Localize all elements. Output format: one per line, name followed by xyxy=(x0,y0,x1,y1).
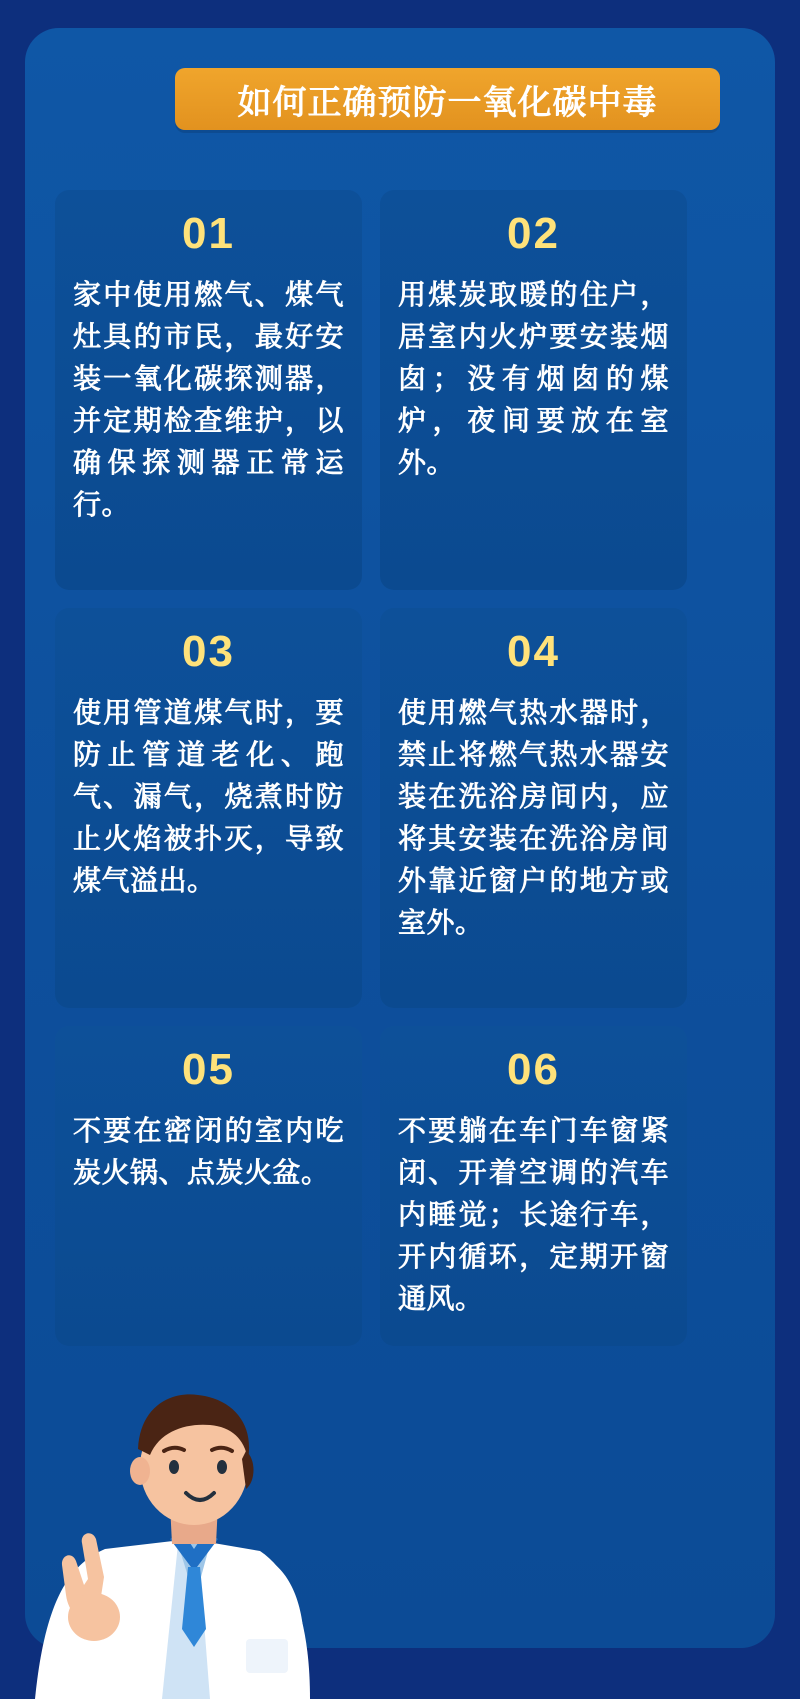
tip-card-02 xyxy=(380,190,687,590)
tip-text-03: 使用管道煤气时，要防止管道老化、跑气、漏气，烧煮时防止火焰被扑灭，导致煤气溢出。 xyxy=(73,697,344,896)
tip-text-06: 不要躺在车门车窗紧闭、开着空调的汽车内睡觉；长途行车，开内循环，定期开窗通风。 xyxy=(398,1115,669,1314)
tip-number-05: 05 xyxy=(182,1045,235,1094)
tips-grid xyxy=(55,190,745,1364)
tip-card-01 xyxy=(55,190,362,590)
title-banner xyxy=(175,68,720,130)
tips-row-2 xyxy=(55,608,745,1008)
tips-row-3 xyxy=(55,1026,745,1346)
tip-number-06: 06 xyxy=(507,1045,560,1094)
tips-row-1 xyxy=(55,190,745,590)
tip-number-04: 04 xyxy=(507,627,560,676)
tip-number-02: 02 xyxy=(507,209,560,258)
tip-card-05 xyxy=(55,1026,362,1346)
page-title: 如何正确预防一氧化碳中毒 xyxy=(237,83,658,122)
tip-card-06 xyxy=(380,1026,687,1346)
tip-number-03: 03 xyxy=(182,627,235,676)
tip-text-05: 不要在密闭的室内吃炭火锅、点炭火盆。 xyxy=(73,1115,344,1188)
tip-text-02: 用煤炭取暖的住户，居室内火炉要安装烟囱；没有烟囱的煤炉，夜间要放在室外。 xyxy=(398,279,669,478)
tip-text-01: 家中使用燃气、煤气灶具的市民，最好安装一氧化碳探测器，并定期检查维护，以确保探测器正常运行。 xyxy=(73,279,344,520)
tip-card-04 xyxy=(380,608,687,1008)
tip-text-04: 使用燃气热水器时，禁止将燃气热水器安装在洗浴房间内，应将其安装在洗浴房间外靠近窗户的地方或室外。 xyxy=(398,697,669,938)
tip-card-03 xyxy=(55,608,362,1008)
tip-number-01: 01 xyxy=(182,209,235,258)
